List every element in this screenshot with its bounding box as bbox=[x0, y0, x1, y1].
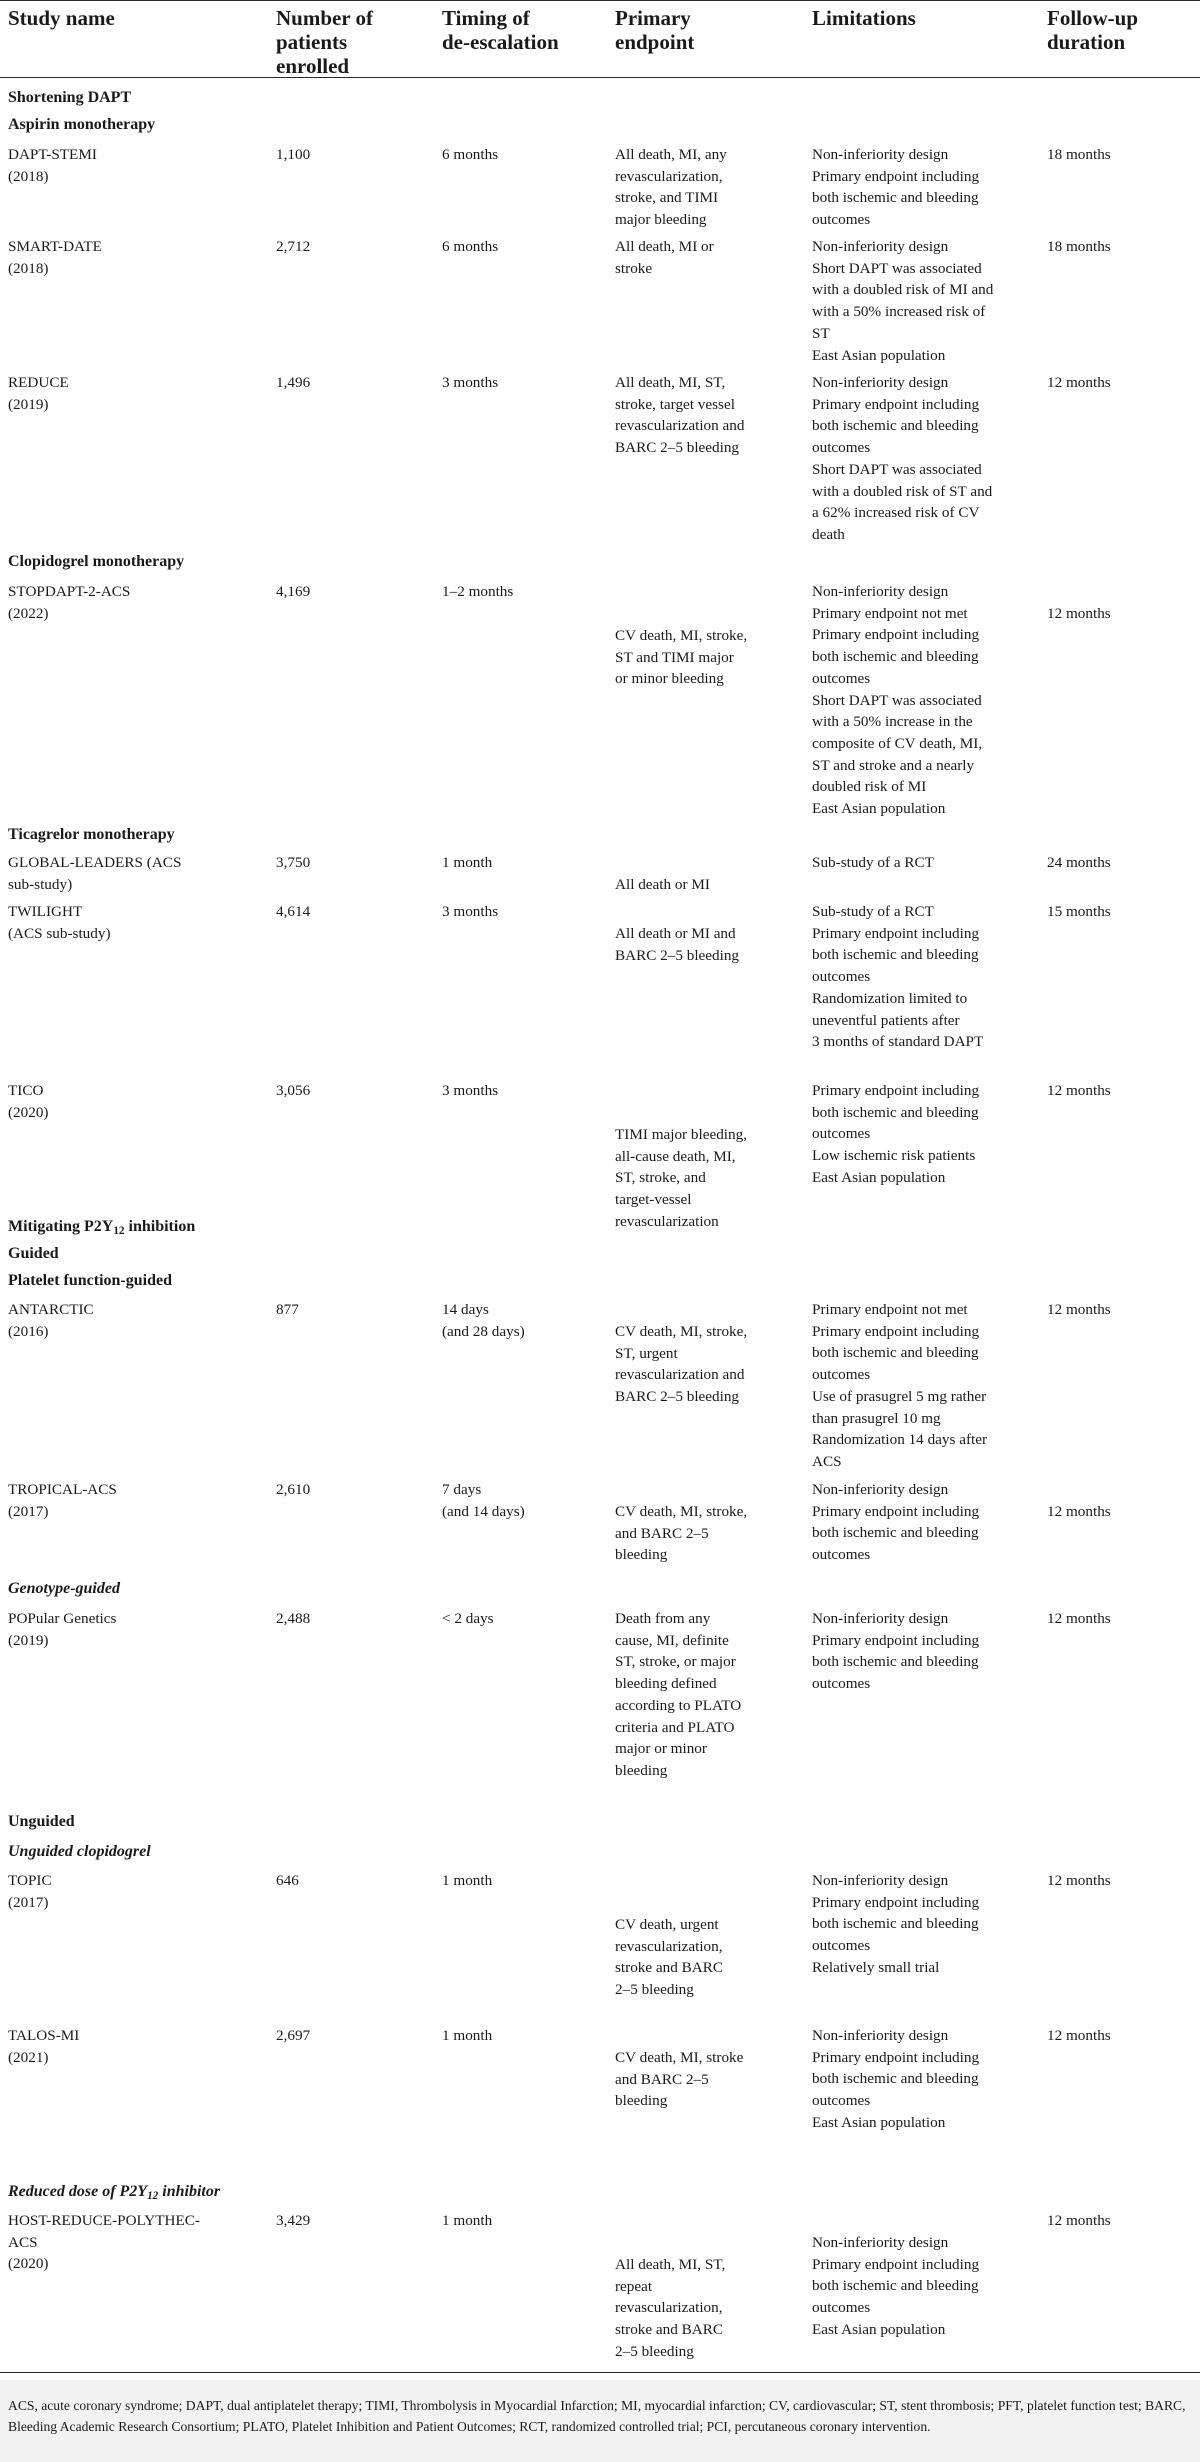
row-host-reduce-followup: 12 months bbox=[1047, 2212, 1111, 2229]
row-smart-date-timing: 6 months bbox=[442, 238, 499, 255]
row-topic-timing: 1 month bbox=[442, 1872, 493, 1889]
row-twilight-patients: 4,614 bbox=[276, 903, 311, 920]
row-stopdapt-followup: 12 months bbox=[1047, 605, 1111, 622]
subsection-clopidogrel: Clopidogrel monotherapy bbox=[8, 553, 185, 570]
row-antarctic-timing: 14 days (and 28 days) bbox=[442, 1301, 525, 1340]
top-rule bbox=[0, 0, 1200, 1]
subsection-unguided: Unguided bbox=[8, 1813, 75, 1830]
row-twilight-timing: 3 months bbox=[442, 903, 499, 920]
row-tropical-acs-limitations: Non-inferiority design Primary endpoint including both ischemic and bleeding outcomes bbox=[812, 1481, 980, 1564]
row-talos-mi-followup: 12 months bbox=[1047, 2027, 1111, 2044]
row-antarctic-followup: 12 months bbox=[1047, 1301, 1111, 1318]
row-stopdapt-timing: 1–2 months bbox=[442, 583, 514, 600]
row-reduce-limitations: Non-inferiority design Primary endpoint including both ischemic and bleeding outcomes Short DAPT was associated with a doubled risk of ST and a 62% increased risk of CV death bbox=[812, 374, 993, 543]
row-host-reduce-patients: 3,429 bbox=[276, 2212, 311, 2229]
row-tropical-acs-study: TROPICAL-ACS (2017) bbox=[8, 1481, 117, 1520]
row-tico-timing: 3 months bbox=[442, 1082, 499, 1099]
row-topic-patients: 646 bbox=[276, 1872, 299, 1889]
row-smart-date-study: SMART-DATE (2018) bbox=[8, 238, 102, 277]
subsection-reduced-suffix: inhibitor bbox=[158, 2183, 221, 2200]
row-twilight-endpoint: All death or MI and BARC 2–5 bleeding bbox=[615, 925, 740, 964]
row-popular-genetics-timing: < 2 days bbox=[442, 1610, 494, 1627]
header-timing: Timing of de-escalation bbox=[442, 6, 559, 54]
row-topic-study: TOPIC (2017) bbox=[8, 1872, 52, 1911]
section-mitigating-p2y12 bbox=[8, 1217, 195, 1237]
subsection-aspirin: Aspirin monotherapy bbox=[8, 116, 156, 133]
row-dapt-stemi-followup: 18 months bbox=[1047, 146, 1111, 163]
row-smart-date-limitations: Non-inferiority design Short DAPT was associated with a doubled risk of MI and with a 50% increased risk of ST East Asian population bbox=[812, 238, 994, 364]
row-tico-patients: 3,056 bbox=[276, 1082, 311, 1099]
row-global-leaders-followup: 24 months bbox=[1047, 854, 1111, 871]
row-global-leaders-limitations: Sub-study of a RCT bbox=[812, 854, 934, 871]
row-dapt-stemi-endpoint: All death, MI, any revascularization, stroke, and TIMI major bleeding bbox=[615, 146, 727, 229]
row-stopdapt-limitations: Non-inferiority design Primary endpoint not met Primary endpoint including both ischemic and bleeding outcomes Short DAPT was associated with a 50% increase in the composite of CV death, MI, ST and stroke and a nearly doubled risk of MI East Asian population bbox=[812, 583, 983, 818]
header-patients-enrolled: Number of patients enrolled bbox=[276, 6, 374, 78]
row-reduce-timing: 3 months bbox=[442, 374, 499, 391]
section-mitigating-subscript: 12 bbox=[113, 1224, 125, 1237]
row-host-reduce-study: HOST-REDUCE-POLYTHEC- ACS (2020) bbox=[8, 2212, 200, 2273]
row-reduce-followup: 12 months bbox=[1047, 374, 1111, 391]
row-global-leaders-endpoint: All death or MI bbox=[615, 876, 710, 893]
row-tropical-acs-endpoint: CV death, MI, stroke, and BARC 2–5 bleeding bbox=[615, 1503, 748, 1564]
row-smart-date-followup: 18 months bbox=[1047, 238, 1111, 255]
row-talos-mi-limitations: Non-inferiority design Primary endpoint including both ischemic and bleeding outcomes East Asian population bbox=[812, 2027, 980, 2131]
subsection-guided: Guided bbox=[8, 1245, 59, 1262]
row-antarctic-study: ANTARCTIC (2016) bbox=[8, 1301, 94, 1340]
row-stopdapt-study: STOPDAPT-2-ACS (2022) bbox=[8, 583, 131, 622]
row-talos-mi-endpoint: CV death, MI, stroke and BARC 2–5 bleeding bbox=[615, 2049, 744, 2110]
table-footnote: ACS, acute coronary syndrome; DAPT, dual antiplatelet therapy; TIMI, Thrombolysis in Myocardial Infarction; MI, myocardial infarction; CV, cardiovascular; ST, stent thrombosis; PFT, platelet function test; BARC, Bleeding Academic Research Consortium; PLATO, Platelet Inhibition and Patient Outcomes; RCT, randomized controlled trial; PCI, percutaneous coronary intervention. bbox=[8, 2398, 1186, 2434]
row-talos-mi-patients: 2,697 bbox=[276, 2027, 311, 2044]
row-popular-genetics-patients: 2,488 bbox=[276, 1610, 311, 1627]
row-topic-followup: 12 months bbox=[1047, 1872, 1111, 1889]
row-antarctic-limitations: Primary endpoint not met Primary endpoint including both ischemic and bleeding outcomes Use of prasugrel 5 mg rather than prasugrel 10 mg Randomization 14 days after ACS bbox=[812, 1301, 988, 1470]
row-twilight-limitations: Sub-study of a RCT Primary endpoint including both ischemic and bleeding outcomes Randomization limited to uneventful patients after 3 months of standard DAPT bbox=[812, 903, 984, 1051]
row-global-leaders-study: GLOBAL-LEADERS (ACS sub-study) bbox=[8, 854, 182, 893]
row-reduce-patients: 1,496 bbox=[276, 374, 311, 391]
row-antarctic-patients: 877 bbox=[276, 1301, 299, 1318]
row-antarctic-endpoint: CV death, MI, stroke, ST, urgent revascularization and BARC 2–5 bleeding bbox=[615, 1323, 748, 1406]
row-topic-limitations: Non-inferiority design Primary endpoint including both ischemic and bleeding outcomes Relatively small trial bbox=[812, 1872, 980, 1976]
row-tico-followup: 12 months bbox=[1047, 1082, 1111, 1099]
row-topic-endpoint: CV death, urgent revascularization, stroke and BARC 2–5 bleeding bbox=[615, 1916, 723, 1999]
subsection-reduced-text: Reduced dose of P2Y bbox=[8, 2183, 148, 2200]
section-mitigating-text: Mitigating P2Y bbox=[8, 1218, 114, 1235]
row-reduce-endpoint: All death, MI, ST, stroke, target vessel revascularization and BARC 2–5 bleeding bbox=[615, 374, 745, 457]
subsection-platelet-function: Platelet function-guided bbox=[8, 1272, 172, 1289]
row-tico-study: TICO (2020) bbox=[8, 1082, 49, 1121]
row-host-reduce-limitations: Non-inferiority design Primary endpoint including both ischemic and bleeding outcomes East Asian population bbox=[812, 2234, 980, 2338]
row-tico-endpoint: TIMI major bleeding, all-cause death, MI, ST, stroke, and target-vessel revascularization bbox=[615, 1126, 748, 1230]
header-primary-endpoint: Primary endpoint bbox=[615, 6, 695, 54]
row-smart-date-patients: 2,712 bbox=[276, 238, 311, 255]
row-dapt-stemi-study: DAPT-STEMI (2018) bbox=[8, 146, 97, 185]
header-rule bbox=[0, 77, 1200, 78]
subsection-unguided-clopidogrel: Unguided clopidogrel bbox=[8, 1843, 151, 1860]
row-reduce-study: REDUCE (2019) bbox=[8, 374, 69, 413]
subsection-reduced-dose bbox=[8, 2182, 220, 2202]
bottom-rule bbox=[0, 2372, 1200, 2373]
row-smart-date-endpoint: All death, MI or stroke bbox=[615, 238, 714, 277]
row-host-reduce-endpoint: All death, MI, ST, repeat revascularization, stroke and BARC 2–5 bleeding bbox=[615, 2256, 726, 2360]
row-tropical-acs-timing: 7 days (and 14 days) bbox=[442, 1481, 525, 1520]
row-popular-genetics-limitations: Non-inferiority design Primary endpoint including both ischemic and bleeding outcomes bbox=[812, 1610, 980, 1693]
subsection-reduced-subscript: 12 bbox=[147, 2189, 159, 2202]
row-popular-genetics-endpoint: Death from any cause, MI, definite ST, stroke, or major bleeding defined according to PLATO criteria and PLATO major or minor bleeding bbox=[615, 1610, 742, 1779]
row-tico-limitations: Primary endpoint including both ischemic and bleeding outcomes Low ischemic risk patients East Asian population bbox=[812, 1082, 980, 1186]
row-tropical-acs-patients: 2,610 bbox=[276, 1481, 311, 1498]
row-global-leaders-timing: 1 month bbox=[442, 854, 493, 871]
row-twilight-study: TWILIGHT (ACS sub-study) bbox=[8, 903, 111, 942]
row-popular-genetics-followup: 12 months bbox=[1047, 1610, 1111, 1627]
row-popular-genetics-study: POPular Genetics (2019) bbox=[8, 1610, 117, 1649]
header-study-name: Study name bbox=[8, 6, 115, 30]
row-talos-mi-timing: 1 month bbox=[442, 2027, 493, 2044]
row-stopdapt-patients: 4,169 bbox=[276, 583, 311, 600]
row-talos-mi-study: TALOS-MI (2021) bbox=[8, 2027, 80, 2066]
header-followup: Follow-up duration bbox=[1047, 6, 1139, 54]
row-twilight-followup: 15 months bbox=[1047, 903, 1111, 920]
subsection-genotype-guided: Genotype-guided bbox=[8, 1580, 120, 1597]
row-tropical-acs-followup: 12 months bbox=[1047, 1503, 1111, 1520]
section-mitigating-suffix: inhibition bbox=[124, 1218, 196, 1235]
row-global-leaders-patients: 3,750 bbox=[276, 854, 311, 871]
row-stopdapt-endpoint: CV death, MI, stroke, ST and TIMI major or minor bleeding bbox=[615, 627, 748, 688]
row-dapt-stemi-patients: 1,100 bbox=[276, 146, 311, 163]
section-shortening-dapt: Shortening DAPT bbox=[8, 89, 132, 106]
row-dapt-stemi-timing: 6 months bbox=[442, 146, 499, 163]
row-dapt-stemi-limitations: Non-inferiority design Primary endpoint including both ischemic and bleeding outcomes bbox=[812, 146, 980, 229]
header-limitations: Limitations bbox=[812, 6, 916, 30]
row-host-reduce-timing: 1 month bbox=[442, 2212, 493, 2229]
subsection-ticagrelor: Ticagrelor monotherapy bbox=[8, 826, 175, 843]
